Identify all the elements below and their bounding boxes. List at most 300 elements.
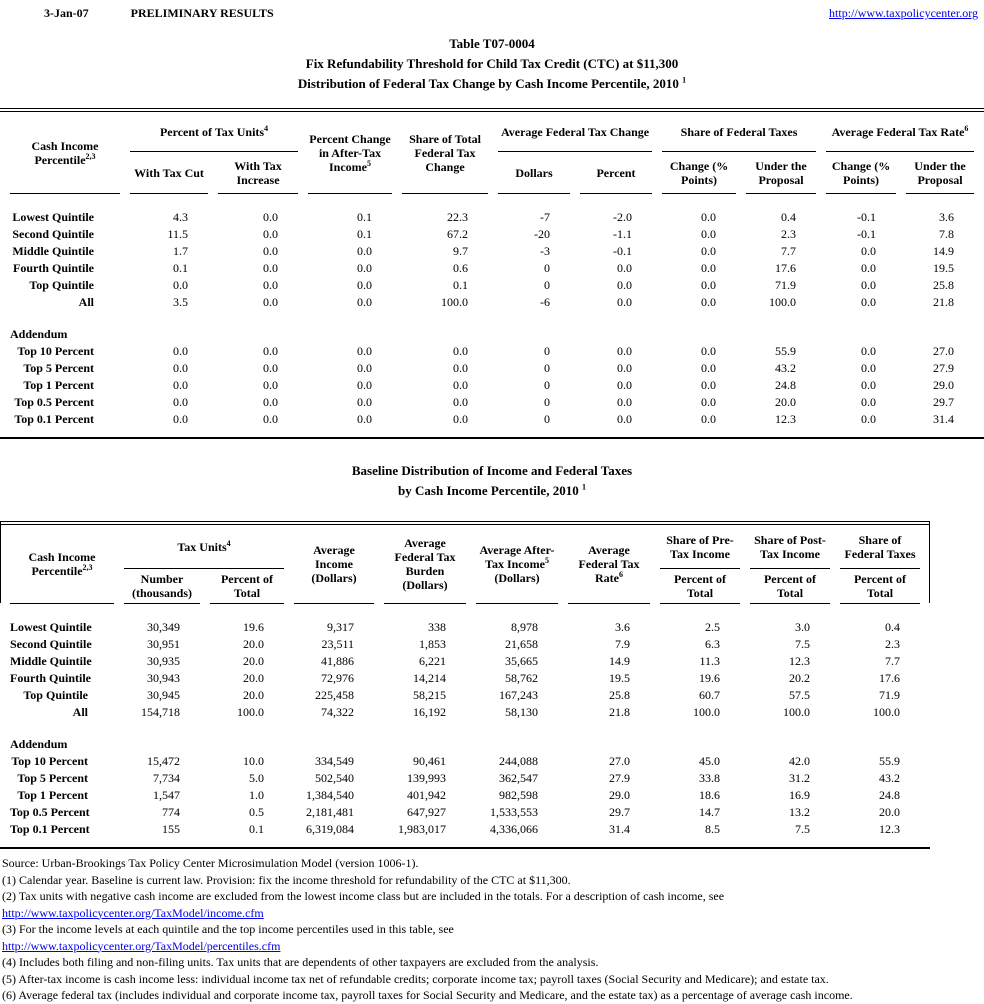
- cell-value: 14,214: [413, 671, 446, 685]
- table1-header: [10, 112, 974, 194]
- cell-value: 14.7: [699, 805, 720, 819]
- cell-value: 20.0: [775, 395, 797, 409]
- cell-value: 0.0: [617, 395, 633, 409]
- cell-value: 2.3: [885, 637, 900, 651]
- footnote-text: (1) Calendar year. Baseline is current law. Provision: fix the income threshold for refundability of the CTC at $11,300.: [2, 872, 571, 887]
- col-header-cash-income-percentile: Cash Income Percentile$^{2,3}$: [10, 525, 114, 604]
- cell-value: 19.6: [699, 671, 720, 685]
- cell-value: 74,322: [321, 705, 354, 719]
- cell-value: 0.0: [701, 278, 717, 292]
- cell-value: -2.0: [613, 210, 633, 224]
- cell-value: 0.0: [617, 378, 633, 392]
- cell-value: 225,458: [315, 688, 354, 702]
- cell-value: 2.5: [705, 620, 720, 634]
- footnote-text: (6) Average federal tax (includes individual and corporate income tax, payroll taxes for Social Security and Medicare, and the estate tax) as a percentage of average cash income.: [2, 988, 853, 1002]
- cell-value: 6,221: [419, 654, 446, 668]
- cell-value: 0.0: [617, 344, 633, 358]
- cell-value: 0.0: [173, 278, 188, 292]
- footnote-text: (5) After-tax income is cash income less: individual income tax net of refundable credits; corporate income tax; payroll taxes (Social Security and Medicare); and estate tax.: [2, 971, 829, 986]
- table-row: [10, 243, 974, 260]
- cell-value: 10.0: [243, 754, 264, 768]
- cell-value: 0.0: [617, 412, 633, 426]
- cell-value: 338: [428, 620, 446, 634]
- cell-value: 0.0: [701, 344, 717, 358]
- col-header-average-after-tax-income: Average After-Tax Income$^5$ (Dollars): [476, 525, 558, 604]
- top-bar: [0, 0, 984, 21]
- cell-value: 27.9: [933, 361, 955, 375]
- row-label: All: [78, 295, 94, 309]
- cell-value: 58,215: [413, 688, 446, 702]
- cell-value: 0.0: [453, 395, 469, 409]
- cell-value: 5.0: [249, 771, 264, 785]
- table-row: [10, 653, 920, 670]
- row-label: Top 0.5 Percent: [10, 805, 90, 819]
- col-header-dollars: Dollars: [498, 152, 570, 194]
- cell-value: 21.8: [933, 295, 955, 309]
- row-label: Fourth Quintile: [10, 671, 92, 685]
- cell-value: 139,993: [407, 771, 446, 785]
- footnote-text: Source: Urban-Brookings Tax Policy Center Microsimulation Model (version 1006-1).: [2, 856, 419, 870]
- row-label: Top 0.5 Percent: [14, 395, 94, 409]
- cell-value: 0.0: [701, 361, 717, 375]
- cell-value: 1,853: [419, 637, 446, 651]
- cell-value: 24.8: [775, 378, 797, 392]
- cell-value: 1,533,553: [490, 805, 538, 819]
- col-group-percent-of-tax-units: Percent of Tax Units$^4$: [130, 112, 298, 152]
- cell-value: 7.9: [615, 637, 630, 651]
- cell-value: 0.0: [357, 412, 373, 426]
- cell-value: 0: [544, 378, 551, 392]
- cell-value: 0.0: [453, 378, 469, 392]
- footnote-text: (3) For the income levels at each quintile and the top income percentiles used in this table, see: [2, 922, 454, 936]
- table1-title-number: Table T07-0004: [449, 36, 535, 51]
- col-header-average-federal-tax-rate: Average Federal Tax Rate$^6$: [568, 525, 650, 604]
- cell-value: 20.0: [243, 671, 264, 685]
- cell-value: 6.3: [705, 637, 720, 651]
- row-label: Second Quintile: [10, 637, 92, 651]
- row-label: Top 5 Percent: [17, 771, 88, 785]
- table-row: [10, 619, 920, 636]
- cell-value: 0.0: [453, 361, 469, 375]
- cell-value: 0.0: [263, 344, 279, 358]
- cell-value: 0.0: [701, 395, 717, 409]
- cell-value: 0.0: [263, 261, 279, 275]
- cell-value: 647,927: [407, 805, 446, 819]
- cell-value: 30,945: [147, 688, 180, 702]
- cell-value: 8,978: [511, 620, 538, 634]
- taxpolicycenter-link[interactable]: http://www.taxpolicycenter.org: [829, 6, 978, 20]
- cell-value: 24.8: [879, 788, 900, 802]
- table1-title-distribution: Distribution of Federal Tax Change by Cash Income Percentile, 2010 $^1$: [297, 75, 687, 91]
- table-row: [10, 821, 920, 838]
- cell-value: 25.8: [609, 688, 630, 702]
- table-row: [10, 394, 974, 411]
- cell-value: 502,540: [315, 771, 354, 785]
- table-row: [10, 277, 974, 294]
- cell-value: 16.9: [789, 788, 810, 802]
- col-header-under-the-proposal: Under the Proposal: [746, 152, 816, 194]
- report-date: 3-Jan-07: [44, 6, 89, 20]
- cell-value: 0.0: [263, 244, 279, 258]
- cell-value: 0: [544, 261, 551, 275]
- table2-addendum-rows: [10, 753, 920, 838]
- cell-value: 3.5: [173, 295, 188, 309]
- cell-value: 20.0: [243, 688, 264, 702]
- row-label: Top 5 Percent: [23, 361, 94, 375]
- table-row: [10, 294, 974, 311]
- row-label: Top Quintile: [23, 688, 88, 702]
- cell-value: 154,718: [141, 705, 180, 719]
- cell-value: 30,935: [147, 654, 180, 668]
- col-header-under-the-proposal: Under the Proposal: [906, 152, 974, 194]
- addendum-label: Addendum: [10, 737, 68, 751]
- cell-value: 0.0: [263, 361, 279, 375]
- cell-value: 11.3: [699, 654, 720, 668]
- table1-title-block: [0, 34, 984, 94]
- cell-value: 20.0: [243, 654, 264, 668]
- footnote-link[interactable]: http://www.taxpolicycenter.org/TaxModel/income.cfm: [2, 905, 264, 920]
- footnotes: [0, 855, 984, 1004]
- table-row: [10, 360, 974, 377]
- cell-value: 60.7: [699, 688, 720, 702]
- cell-value: 7.5: [795, 637, 810, 651]
- cell-value: 0.0: [357, 361, 373, 375]
- cell-value: 29.0: [609, 788, 630, 802]
- cell-value: 0.0: [701, 378, 717, 392]
- cell-value: 19.5: [609, 671, 630, 685]
- cell-value: 0.0: [453, 412, 469, 426]
- table-row: [10, 687, 920, 704]
- addendum-label: Addendum: [10, 327, 68, 341]
- cell-value: 4.3: [173, 210, 188, 224]
- row-label: Middle Quintile: [10, 654, 92, 668]
- cell-value: 0.0: [861, 361, 877, 375]
- cell-value: 45.0: [699, 754, 720, 768]
- cell-value: 55.9: [775, 344, 797, 358]
- cell-value: 19.6: [243, 620, 264, 634]
- cell-value: 1.7: [173, 244, 188, 258]
- row-label: Top 0.1 Percent: [14, 412, 94, 426]
- cell-value: 0.0: [701, 210, 717, 224]
- cell-value: 100.0: [783, 705, 810, 719]
- cell-value: 7,734: [153, 771, 180, 785]
- row-label: Top Quintile: [29, 278, 94, 292]
- table-row: [10, 770, 920, 787]
- cell-value: 41,886: [321, 654, 354, 668]
- cell-value: 100.0: [769, 295, 797, 309]
- cell-value: 401,942: [407, 788, 446, 802]
- cell-value: 0.0: [701, 261, 717, 275]
- col-header-percent-of-total: Percent of Total: [210, 569, 284, 604]
- cell-value: 1,983,017: [398, 822, 446, 836]
- cell-value: 0.0: [861, 295, 877, 309]
- table-row: [10, 411, 974, 428]
- cell-value: 7.8: [939, 227, 955, 241]
- cell-value: 0.1: [357, 227, 373, 241]
- table-row: [10, 636, 920, 653]
- cell-value: 0.0: [617, 361, 633, 375]
- cell-value: -1.1: [613, 227, 633, 241]
- cell-value: 20.0: [879, 805, 900, 819]
- cell-value: 100.0: [693, 705, 720, 719]
- cell-value: 35,665: [505, 654, 538, 668]
- col-header-percent-of-total: Percent of Total: [660, 569, 740, 604]
- row-label: Second Quintile: [12, 227, 94, 241]
- footnote-link[interactable]: http://www.taxpolicycenter.org/TaxModel/percentiles.cfm: [2, 938, 281, 953]
- table-row: [10, 343, 974, 360]
- cell-value: -0.1: [613, 244, 633, 258]
- cell-value: 0: [544, 361, 551, 375]
- cell-value: 19.5: [933, 261, 955, 275]
- row-label: Lowest Quintile: [12, 210, 94, 224]
- col-group-average-federal-tax-rate: Average Federal Tax Rate$^6$: [826, 112, 974, 152]
- cell-value: 31.4: [609, 822, 630, 836]
- table2-right-border-line: [929, 521, 930, 603]
- table-row: [10, 670, 920, 687]
- row-label: Top 10 Percent: [11, 754, 88, 768]
- cell-value: 14.9: [933, 244, 955, 258]
- cell-value: 15,472: [147, 754, 180, 768]
- cell-value: 6,319,084: [306, 822, 354, 836]
- table2-header: [10, 525, 920, 604]
- cell-value: 0.1: [453, 278, 469, 292]
- col-header-change-points: Change (% Points): [662, 152, 736, 194]
- table-row: [10, 377, 974, 394]
- cell-value: -0.1: [857, 227, 877, 241]
- cell-value: 0.0: [861, 412, 877, 426]
- cell-value: 29.7: [933, 395, 955, 409]
- cell-value: 9,317: [327, 620, 354, 634]
- cell-value: 0.0: [701, 412, 717, 426]
- col-header-share-of-total-federal-tax-change: Share of Total Federal Tax Change: [402, 112, 488, 194]
- cell-value: 0.5: [249, 805, 264, 819]
- cell-value: 57.5: [789, 688, 810, 702]
- cell-value: 33.8: [699, 771, 720, 785]
- cell-value: 0.0: [357, 261, 373, 275]
- row-label: Top 0.1 Percent: [10, 822, 90, 836]
- cell-value: 72,976: [321, 671, 354, 685]
- cell-value: 13.2: [789, 805, 810, 819]
- cell-value: 0: [544, 395, 551, 409]
- cell-value: 334,549: [315, 754, 354, 768]
- baseline-table: [0, 525, 930, 838]
- cell-value: 0.0: [263, 395, 279, 409]
- cell-value: 0.0: [263, 412, 279, 426]
- cell-value: 17.6: [879, 671, 900, 685]
- cell-value: 3.6: [939, 210, 955, 224]
- cell-value: 100.0: [237, 705, 264, 719]
- cell-value: -3: [540, 244, 551, 258]
- cell-value: 90,461: [413, 754, 446, 768]
- cell-value: 0.0: [453, 344, 469, 358]
- cell-value: 0.0: [173, 412, 188, 426]
- table-row: [10, 209, 974, 226]
- cell-value: 0.0: [173, 395, 188, 409]
- table1-addendum-rows: [10, 343, 974, 428]
- cell-value: 7.7: [781, 244, 797, 258]
- col-group-tax-units: Tax Units$^4$: [124, 525, 284, 569]
- row-label: Lowest Quintile: [10, 620, 92, 634]
- row-label: All: [72, 705, 88, 719]
- cell-value: 0.0: [861, 378, 877, 392]
- cell-value: 0.0: [357, 395, 373, 409]
- col-header-percent-of-total: Percent of Total: [750, 569, 830, 604]
- cell-value: 22.3: [447, 210, 469, 224]
- footnote-text: (2) Tax units with negative cash income are excluded from the lowest income class but are included in the totals. For a description of cash income, see: [2, 889, 725, 903]
- table-row: [10, 787, 920, 804]
- table-row: [10, 226, 974, 243]
- cell-value: 8.5: [705, 822, 720, 836]
- cell-value: 0: [544, 412, 551, 426]
- col-group-average-federal-tax-change: Average Federal Tax Change: [498, 112, 652, 152]
- cell-value: 7.5: [795, 822, 810, 836]
- cell-value: 0: [544, 344, 551, 358]
- cell-value: 43.2: [879, 771, 900, 785]
- col-group-share-of-post-tax-income: Share of Post-Tax Income: [750, 525, 830, 569]
- cell-value: 2.3: [781, 227, 797, 241]
- cell-value: 0.0: [357, 344, 373, 358]
- cell-value: 0.0: [263, 227, 279, 241]
- cell-value: 30,951: [147, 637, 180, 651]
- cell-value: 0.0: [263, 378, 279, 392]
- cell-value: 29.7: [609, 805, 630, 819]
- cell-value: 20.0: [243, 637, 264, 651]
- cell-value: 67.2: [447, 227, 469, 241]
- row-label: Top 10 Percent: [17, 344, 94, 358]
- preliminary-results-label: PRELIMINARY RESULTS: [130, 6, 274, 20]
- table1-bottom-rule: [0, 437, 984, 439]
- cell-value: 71.9: [879, 688, 900, 702]
- cell-value: 2,181,481: [306, 805, 354, 819]
- table2-left-border-line: [0, 521, 1, 603]
- footnote-link-line: [2, 938, 984, 955]
- table2-title-percentile: by Cash Income Percentile, 2010 $^1$: [398, 482, 586, 498]
- cell-value: 0.0: [861, 344, 877, 358]
- cell-value: 71.9: [775, 278, 797, 292]
- cell-value: 1,547: [153, 788, 180, 802]
- cell-value: 0.1: [249, 822, 264, 836]
- cell-value: 0: [544, 278, 551, 292]
- cell-value: 43.2: [775, 361, 797, 375]
- row-label: Top 1 Percent: [23, 378, 94, 392]
- table1-title-provision: Fix Refundability Threshold for Child Tax Credit (CTC) at $11,300: [305, 56, 679, 71]
- cell-value: 27.9: [609, 771, 630, 785]
- table-row: [10, 804, 920, 821]
- cell-value: 0.0: [357, 378, 373, 392]
- cell-value: 0.0: [861, 244, 877, 258]
- cell-value: 1,384,540: [306, 788, 354, 802]
- cell-value: -7: [540, 210, 551, 224]
- col-header-percent-of-total: Percent of Total: [840, 569, 920, 604]
- row-label: Top 1 Percent: [17, 788, 88, 802]
- cell-value: 982,598: [499, 788, 538, 802]
- table2-bottom-rule: [0, 847, 930, 849]
- footnote-link-line: [2, 905, 984, 922]
- col-header-percent: Percent: [580, 152, 652, 194]
- row-label: Fourth Quintile: [12, 261, 94, 275]
- cell-value: 0.0: [701, 244, 717, 258]
- cell-value: 0.0: [861, 395, 877, 409]
- cell-value: 0.0: [357, 244, 373, 258]
- cell-value: 0.0: [701, 227, 717, 241]
- cell-value: 0.1: [173, 261, 188, 275]
- cell-value: 12.3: [775, 412, 797, 426]
- cell-value: 0.0: [617, 261, 633, 275]
- cell-value: 27.0: [609, 754, 630, 768]
- baseline-table-wrapper: [0, 521, 930, 849]
- cell-value: 31.4: [933, 412, 955, 426]
- cell-value: 0.0: [173, 378, 188, 392]
- col-header-change-points: Change (% Points): [826, 152, 896, 194]
- col-group-share-of-federal-taxes: Share of Federal Taxes: [662, 112, 816, 152]
- row-label: Middle Quintile: [12, 244, 94, 258]
- cell-value: 23,511: [321, 637, 354, 651]
- cell-value: -0.1: [857, 210, 877, 224]
- table-row: [10, 260, 974, 277]
- cell-value: 0.0: [617, 295, 633, 309]
- col-header-with-tax-increase: With Tax Increase: [218, 152, 298, 194]
- cell-value: 3.6: [615, 620, 630, 634]
- cell-value: 30,943: [147, 671, 180, 685]
- cell-value: 12.3: [879, 822, 900, 836]
- table2-title-baseline: Baseline Distribution of Income and Federal Taxes: [351, 463, 633, 478]
- table-row: [10, 704, 920, 721]
- cell-value: 58,762: [505, 671, 538, 685]
- col-header-cash-income-percentile: Cash Income Percentile$^{2,3}$: [10, 112, 120, 194]
- cell-value: 31.2: [789, 771, 810, 785]
- cell-value: 29.0: [933, 378, 955, 392]
- cell-value: 27.0: [933, 344, 955, 358]
- cell-value: 58,130: [505, 705, 538, 719]
- cell-value: 0.0: [263, 278, 279, 292]
- col-header-with-tax-cut: With Tax Cut: [130, 152, 208, 194]
- cell-value: 0.4: [781, 210, 797, 224]
- cell-value: 42.0: [789, 754, 810, 768]
- cell-value: 18.6: [699, 788, 720, 802]
- table2-title-block: [0, 461, 984, 501]
- cell-value: 4,336,066: [490, 822, 538, 836]
- cell-value: 0.0: [173, 344, 188, 358]
- cell-value: 244,088: [499, 754, 538, 768]
- cell-value: 20.2: [789, 671, 810, 685]
- cell-value: 55.9: [879, 754, 900, 768]
- cell-value: 0.0: [357, 295, 373, 309]
- cell-value: 0.0: [263, 210, 279, 224]
- cell-value: 1.0: [249, 788, 264, 802]
- col-header-average-federal-tax-burden: Average Federal Tax Burden (Dollars): [384, 525, 466, 604]
- cell-value: 21.8: [609, 705, 630, 719]
- cell-value: 0.0: [263, 295, 279, 309]
- cell-value: 0.1: [357, 210, 373, 224]
- cell-value: 0.0: [861, 278, 877, 292]
- footnote-text: (4) Includes both filing and non-filing units. Tax units that are dependents of other taxpayers are excluded from the analysis.: [2, 955, 599, 969]
- cell-value: 362,547: [499, 771, 538, 785]
- cell-value: 21,658: [505, 637, 538, 651]
- cell-value: 12.3: [789, 654, 810, 668]
- cell-value: 16,192: [413, 705, 446, 719]
- cell-value: -20: [534, 227, 551, 241]
- cell-value: 25.8: [933, 278, 955, 292]
- cell-value: 0.0: [357, 278, 373, 292]
- cell-value: 9.7: [453, 244, 469, 258]
- cell-value: 100.0: [873, 705, 900, 719]
- cell-value: 774: [162, 805, 180, 819]
- table1-quintile-rows: [10, 209, 974, 311]
- cell-value: 167,243: [499, 688, 538, 702]
- cell-value: 0.0: [617, 278, 633, 292]
- tax-change-table: [0, 112, 984, 428]
- cell-value: 17.6: [775, 261, 797, 275]
